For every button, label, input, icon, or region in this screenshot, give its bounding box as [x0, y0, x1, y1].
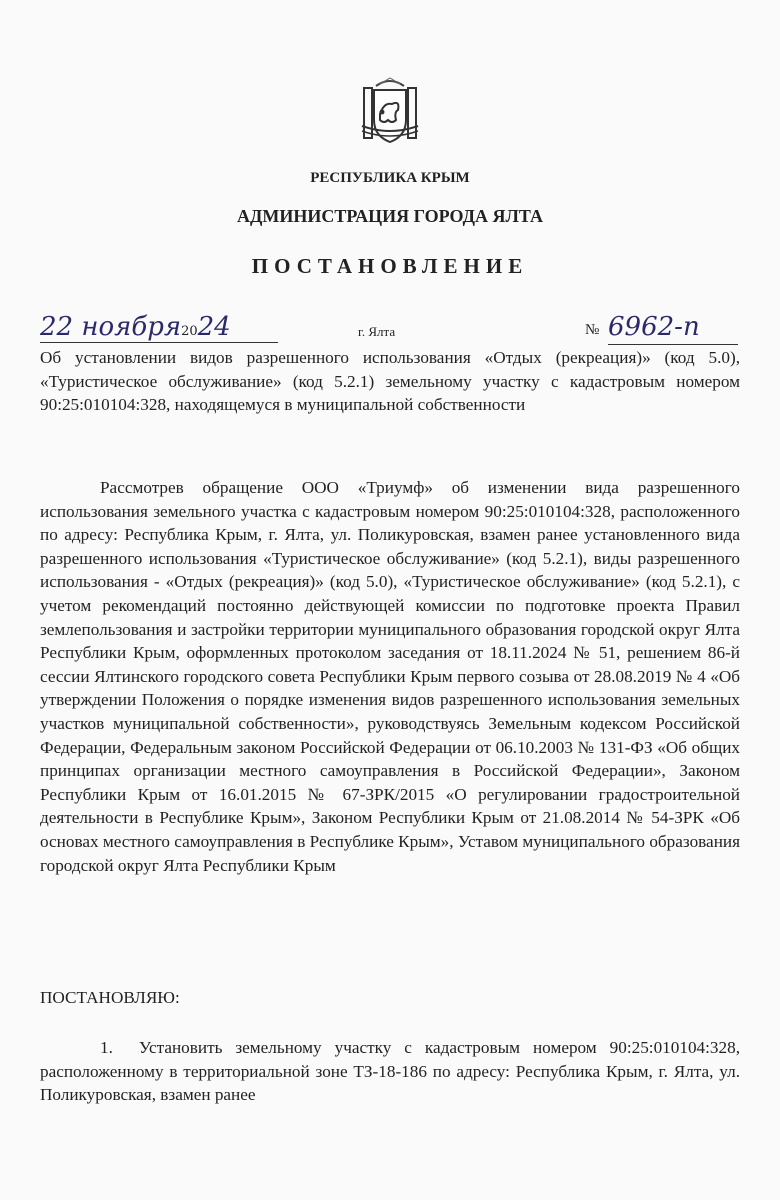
decree-item — [40, 1036, 740, 1107]
republic-title: РЕСПУБЛИКА КРЫМ — [310, 170, 470, 186]
document-type-title: ПОСТАНОВЛЕНИЕ — [251, 254, 529, 278]
decree-preamble: Рассмотрев обращение ООО «Триумф» об изменении вида разрешенного использования земельного участка с кадастровым номером 90:25:010104:328, расположенного по адресу: Республика Крым, г. Ялта, ул. Поликуровская, взамен ранее установленного вида разрешенного использования «Туристическое обслуживание» (код 5.2.1), виды разрешенного использования - «Отдых (рекреация)» (код 5.0), «Туристическое обслуживание» (код 5.2.1), с учетом рекомендаций постоянно действующей комиссии по подготовке проекта Правил землепользования и застройки территории муниципального образования городской округ Ялта Республики Крым, оформленных протоколом заседания от 18.11.2024 № 51, решением 86-й сессии Ялтинского городского совета Республики Крым первого созыва от 28.08.2019 № 4 «Об утверждении Положения о порядке изменения видов разрешенного использования земельных участков муниципальной собственности», руководствуясь Земельным кодексом Российской Федерации, Федеральным законом Российской Федерации от 06.10.2003 № 131-ФЗ «Об общих принципах организации местного самоуправления в Российской Федерации», Законом Республики Крым от 16.01.2015 № 67-ЗРК/2015 «О регулировании градостроительной деятельности в Республике Крым», Законом Республики Крым от 21.08.2014 № 54-ЗРК «Об основах местного самоуправления в Республике Крым», Уставом муниципального образования городской округ Ялта Республики Крым — [40, 478, 740, 875]
administration-title: АДМИНИСТРАЦИЯ ГОРОДА ЯЛТА — [237, 206, 543, 226]
coat-of-arms-icon — [358, 76, 422, 150]
date-underline — [40, 342, 278, 343]
item-text: Установить земельному участку с кадастровым номером 90:25:010104:328, расположенному в территориальной зоне ТЗ-18-186 по адресу: Республика Крым, г. Ялта, ул. Поликуровская, взамен ранее — [40, 1038, 740, 1105]
item-number: 1. — [100, 1038, 113, 1057]
city-label: г. Ялта — [358, 324, 396, 339]
number-underline — [608, 344, 738, 345]
decree-date: 22 ноября2024 — [40, 312, 231, 342]
decree-subject: Об установлении видов разрешенного использования «Отдых (рекреация)» (код 5.0), «Туристическое обслуживание» (код 5.2.1) земельному участку с кадастровым номером 90:25:010104:328, находящемуся в муниципальной собственности — [40, 348, 740, 415]
decides-heading: ПОСТАНОВЛЯЮ: — [40, 988, 180, 1007]
number-label: № — [585, 322, 600, 338]
decree-number: 6962-п — [608, 312, 700, 342]
